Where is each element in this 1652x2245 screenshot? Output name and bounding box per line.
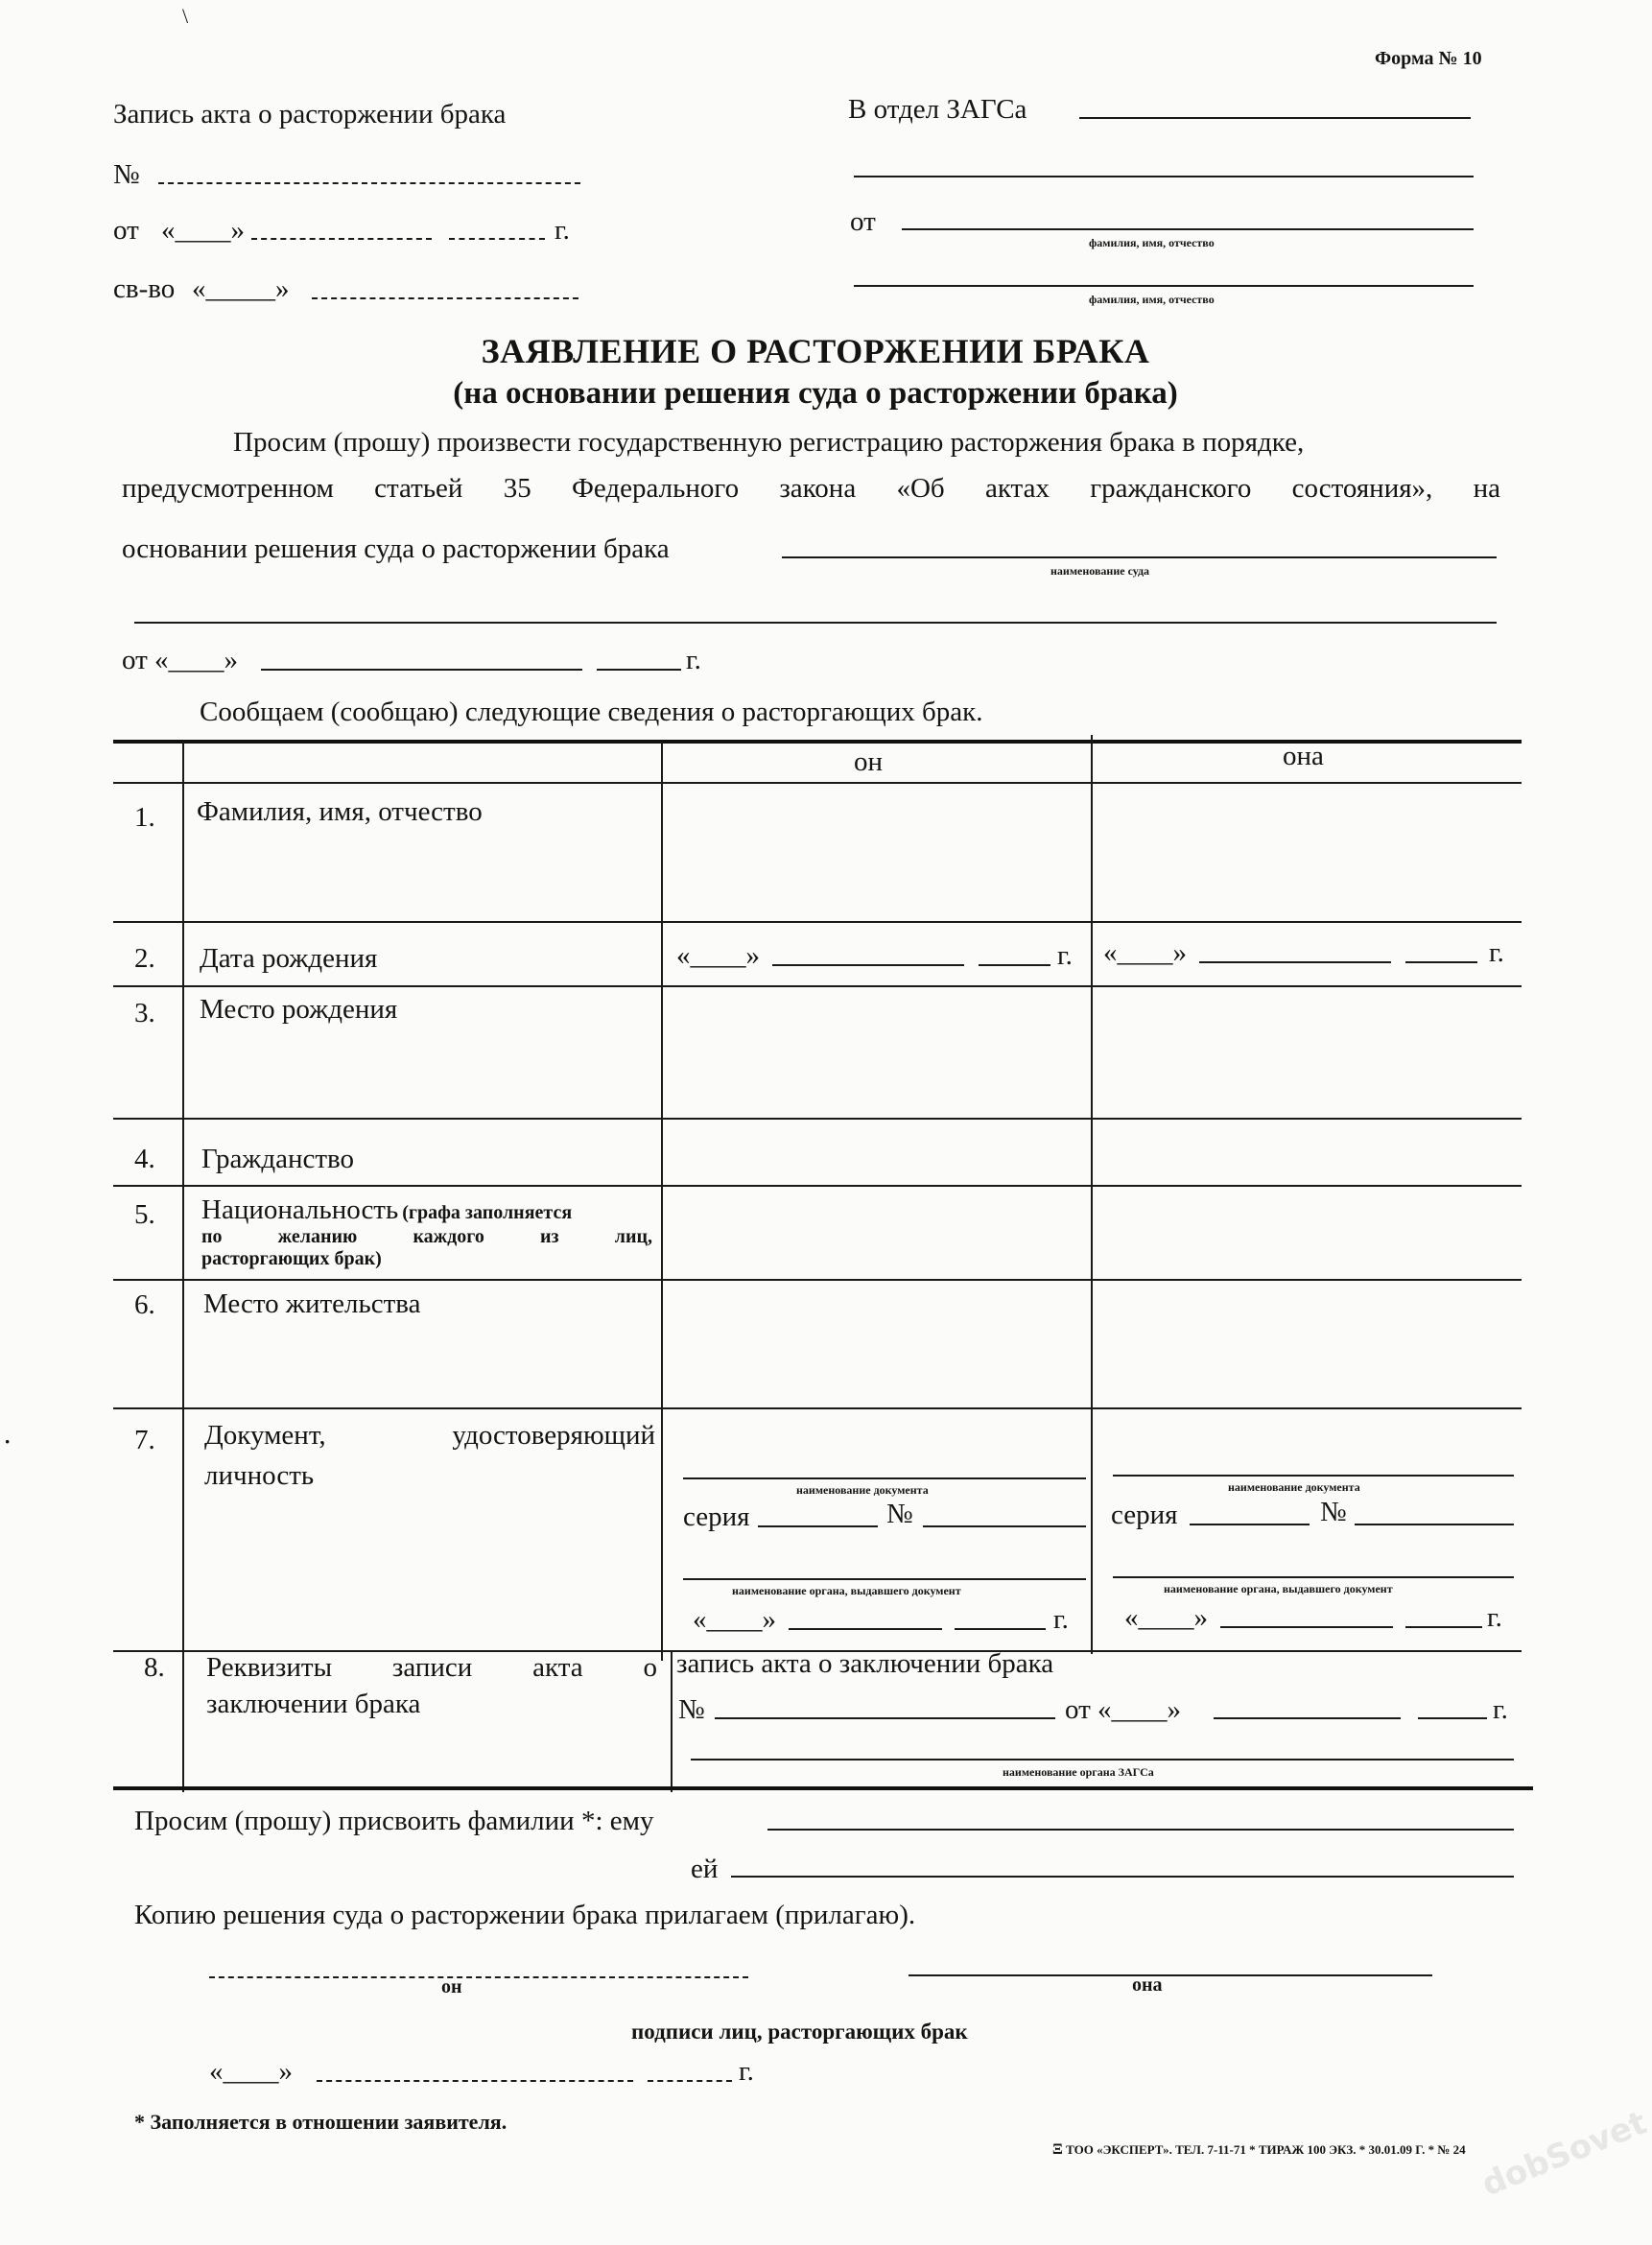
record-number-field[interactable] [158, 182, 580, 184]
she-doc-number-field[interactable] [1355, 1524, 1514, 1525]
intro-line-2: предусмотренном статьей 35 Федерального закона «Об актах гражданского состояния», на [122, 473, 1500, 504]
applicant-1-caption: фамилия, имя, отчество [1089, 236, 1215, 249]
he-issue-year-suffix: г. [1053, 1604, 1069, 1635]
row-8-number: 8. [144, 1652, 165, 1683]
she-series-field[interactable] [1190, 1524, 1310, 1525]
row-5-label-block [201, 1194, 652, 1270]
she-birth-date-quote: «____» [1103, 937, 1187, 968]
row-2-number: 2. [134, 943, 155, 974]
court-date-year-field[interactable] [597, 669, 681, 671]
record-date-label: от [113, 215, 139, 246]
printer-info [1052, 2141, 1466, 2159]
row-6-rule [113, 1407, 1522, 1409]
inform-line: Сообщаем (сообщаю) следующие сведения о расторгающих брак. [200, 697, 983, 727]
surname-request-text: Просим (прошу) присвоить фамилии *: ему [134, 1806, 654, 1836]
his-signature-field[interactable] [209, 1976, 748, 1978]
row-6-number: 6. [134, 1289, 155, 1320]
row-6-label: Место жительства [203, 1288, 421, 1319]
her-surname-field[interactable] [731, 1876, 1514, 1878]
row-1-label: Фамилия, имя, отчество [197, 796, 483, 827]
row-3-rule [113, 1118, 1522, 1120]
form-number: Форма № 10 [1375, 48, 1482, 69]
he-issuer-field[interactable] [683, 1578, 1086, 1580]
he-birth-year-suffix: г. [1057, 940, 1073, 971]
applicant-2-field[interactable] [854, 285, 1474, 287]
marriage-date-year-field[interactable] [1418, 1717, 1487, 1719]
attachment-text: Копию решения суда о расторжении брака прилагаем (прилагаю). [134, 1900, 916, 1930]
registry-name-caption: наименование органа ЗАГСа [1003, 1765, 1154, 1779]
he-birth-month-field[interactable] [772, 964, 964, 966]
applicant-1-field[interactable] [902, 228, 1474, 230]
row-4-number: 4. [134, 1144, 155, 1174]
he-doc-number-label: № [886, 1499, 913, 1529]
intro-line-1: Просим (прошу) произвести государственную регистрацию расторжения брака в порядке, [233, 427, 1305, 458]
record-date-month-field[interactable] [251, 238, 432, 240]
he-birth-date-quote: «____» [676, 940, 760, 971]
row-1-number: 1. [134, 802, 155, 833]
record-title: Запись акта о расторжении брака [113, 99, 507, 130]
marriage-date-year-suffix: г. [1493, 1694, 1508, 1725]
row-5-rule [113, 1279, 1522, 1281]
stray-dot-icon: · [4, 1430, 12, 1453]
stray-mark-icon: \ [182, 4, 189, 28]
record-date-year-suffix: г. [555, 215, 570, 246]
he-issue-year-field[interactable] [955, 1628, 1046, 1630]
table-bottom-rule [113, 1786, 1533, 1790]
she-doc-name-field[interactable] [1113, 1475, 1514, 1477]
row-8-label-b: заключении брака [206, 1689, 421, 1719]
she-birth-year-field[interactable] [1405, 961, 1477, 963]
his-signature-caption: он [441, 1976, 462, 1997]
row-3-number: 3. [134, 998, 155, 1028]
row-2-rule [113, 985, 1522, 987]
row-5-number: 5. [134, 1199, 155, 1230]
marriage-number-field[interactable] [715, 1717, 1055, 1719]
she-doc-name-caption: наименование документа [1228, 1480, 1360, 1494]
certificate-quote: «_____» [192, 273, 290, 304]
she-birth-month-field[interactable] [1199, 961, 1391, 963]
table-col-line-3 [1091, 735, 1093, 1654]
record-date-quote: «____» [161, 215, 245, 246]
row-5-note-c: расторгающих брак) [201, 1248, 382, 1270]
signature-date-month-field[interactable] [317, 2080, 633, 2082]
row-1-rule [113, 921, 1522, 923]
he-issuer-caption: наименование органа, выдавшего документ [732, 1584, 961, 1597]
registry-office-field[interactable] [1079, 117, 1471, 119]
his-surname-field[interactable] [767, 1829, 1514, 1831]
she-issuer-field[interactable] [1113, 1576, 1514, 1578]
she-issue-year-field[interactable] [1405, 1626, 1482, 1628]
page-subtitle: (на основании решения суда о расторжении брака) [453, 376, 1178, 411]
signatures-caption: подписи лиц, расторгающих брак [631, 2020, 968, 2044]
watermark-logo: dobSovet [1476, 2103, 1652, 2205]
record-date-year-field[interactable] [449, 238, 545, 240]
header-rule [113, 782, 1522, 784]
printer-logo-icon: Ξ [1052, 2141, 1063, 2158]
court-date-month-field[interactable] [261, 669, 582, 671]
her-surname-label: ей [691, 1854, 719, 1884]
applicant-2-caption: фамилия, имя, отчество [1089, 293, 1215, 306]
he-series-field[interactable] [758, 1525, 878, 1527]
applicant-from-label: от [850, 206, 876, 237]
signature-date-year-field[interactable] [648, 2080, 732, 2082]
court-name-field-2[interactable] [134, 622, 1497, 624]
row-4-rule [113, 1185, 1522, 1187]
he-birth-year-field[interactable] [979, 964, 1050, 966]
she-series-label: серия [1111, 1500, 1178, 1530]
her-signature-field[interactable] [909, 1974, 1432, 1976]
col-header-he: он [854, 746, 884, 777]
certificate-label: св-во [113, 273, 176, 304]
her-signature-caption: она [1132, 1974, 1163, 1996]
record-number-label: № [113, 159, 140, 190]
intro-line-3: основании решения суда о расторжении брака [122, 533, 670, 564]
footnote: * Заполняется в отношении заявителя. [134, 2110, 507, 2134]
he-series-label: серия [683, 1501, 750, 1532]
marriage-number-label: № [678, 1694, 705, 1725]
he-doc-number-field[interactable] [923, 1525, 1086, 1527]
row-7-label-b: личность [204, 1460, 315, 1491]
court-date-quote: от «____» [122, 645, 239, 675]
he-issue-month-field[interactable] [789, 1628, 942, 1630]
marriage-date-quote: от «____» [1065, 1694, 1182, 1725]
row-3-label: Место рождения [200, 994, 398, 1025]
signature-date-year-suffix: г. [739, 2056, 754, 2087]
row-2-label: Дата рождения [200, 943, 378, 974]
marriage-record-label: запись акта о заключении брака [676, 1648, 1054, 1679]
registry-name-field[interactable] [691, 1759, 1514, 1761]
row-4-label: Гражданство [201, 1144, 355, 1174]
he-issue-date-quote: «____» [693, 1604, 776, 1635]
she-doc-number-label: № [1320, 1497, 1347, 1527]
court-date-year-suffix: г. [686, 645, 701, 675]
table-col-line-1 [182, 742, 184, 1792]
court-name-caption: наименование суда [1050, 564, 1150, 578]
she-issuer-caption: наименование органа, выдавшего документ [1164, 1582, 1393, 1595]
registry-office-field-2[interactable] [854, 176, 1474, 177]
row-5-note-b: по желанию каждого из лиц, [201, 1226, 652, 1248]
row-7-number: 7. [134, 1425, 155, 1455]
she-issue-year-suffix: г. [1487, 1602, 1502, 1633]
row-8-label-a: Реквизиты записи акта о [206, 1652, 657, 1683]
signature-date-quote: «____» [209, 2056, 293, 2087]
he-doc-name-field[interactable] [683, 1477, 1086, 1479]
she-issue-month-field[interactable] [1220, 1626, 1393, 1628]
table-col-line-2b [671, 1650, 673, 1792]
row-5-note-a: (графа заполняется [402, 1202, 573, 1223]
printer-info-text: ТОО «ЭКСПЕРТ». ТЕЛ. 7-11-71 * ТИРАЖ 100 ЭКЗ. * 30.01.09 Г. * № 24 [1066, 2142, 1466, 2157]
she-issue-date-quote: «____» [1124, 1602, 1208, 1633]
col-header-she: она [1283, 741, 1324, 771]
page-title: ЗАЯВЛЕНИЕ О РАСТОРЖЕНИИ БРАКА [481, 332, 1150, 370]
row-7-label-a: Документ, удостоверяющий [204, 1420, 655, 1451]
she-birth-year-suffix: г. [1489, 937, 1504, 968]
table-col-line-2 [661, 742, 663, 1661]
certificate-field[interactable] [312, 297, 578, 299]
he-doc-name-caption: наименование документа [796, 1483, 929, 1497]
row-5-label: Национальность [201, 1194, 399, 1225]
marriage-date-month-field[interactable] [1214, 1717, 1401, 1719]
registry-office-label: В отдел ЗАГСа [848, 94, 1027, 125]
court-name-field[interactable] [782, 556, 1497, 558]
